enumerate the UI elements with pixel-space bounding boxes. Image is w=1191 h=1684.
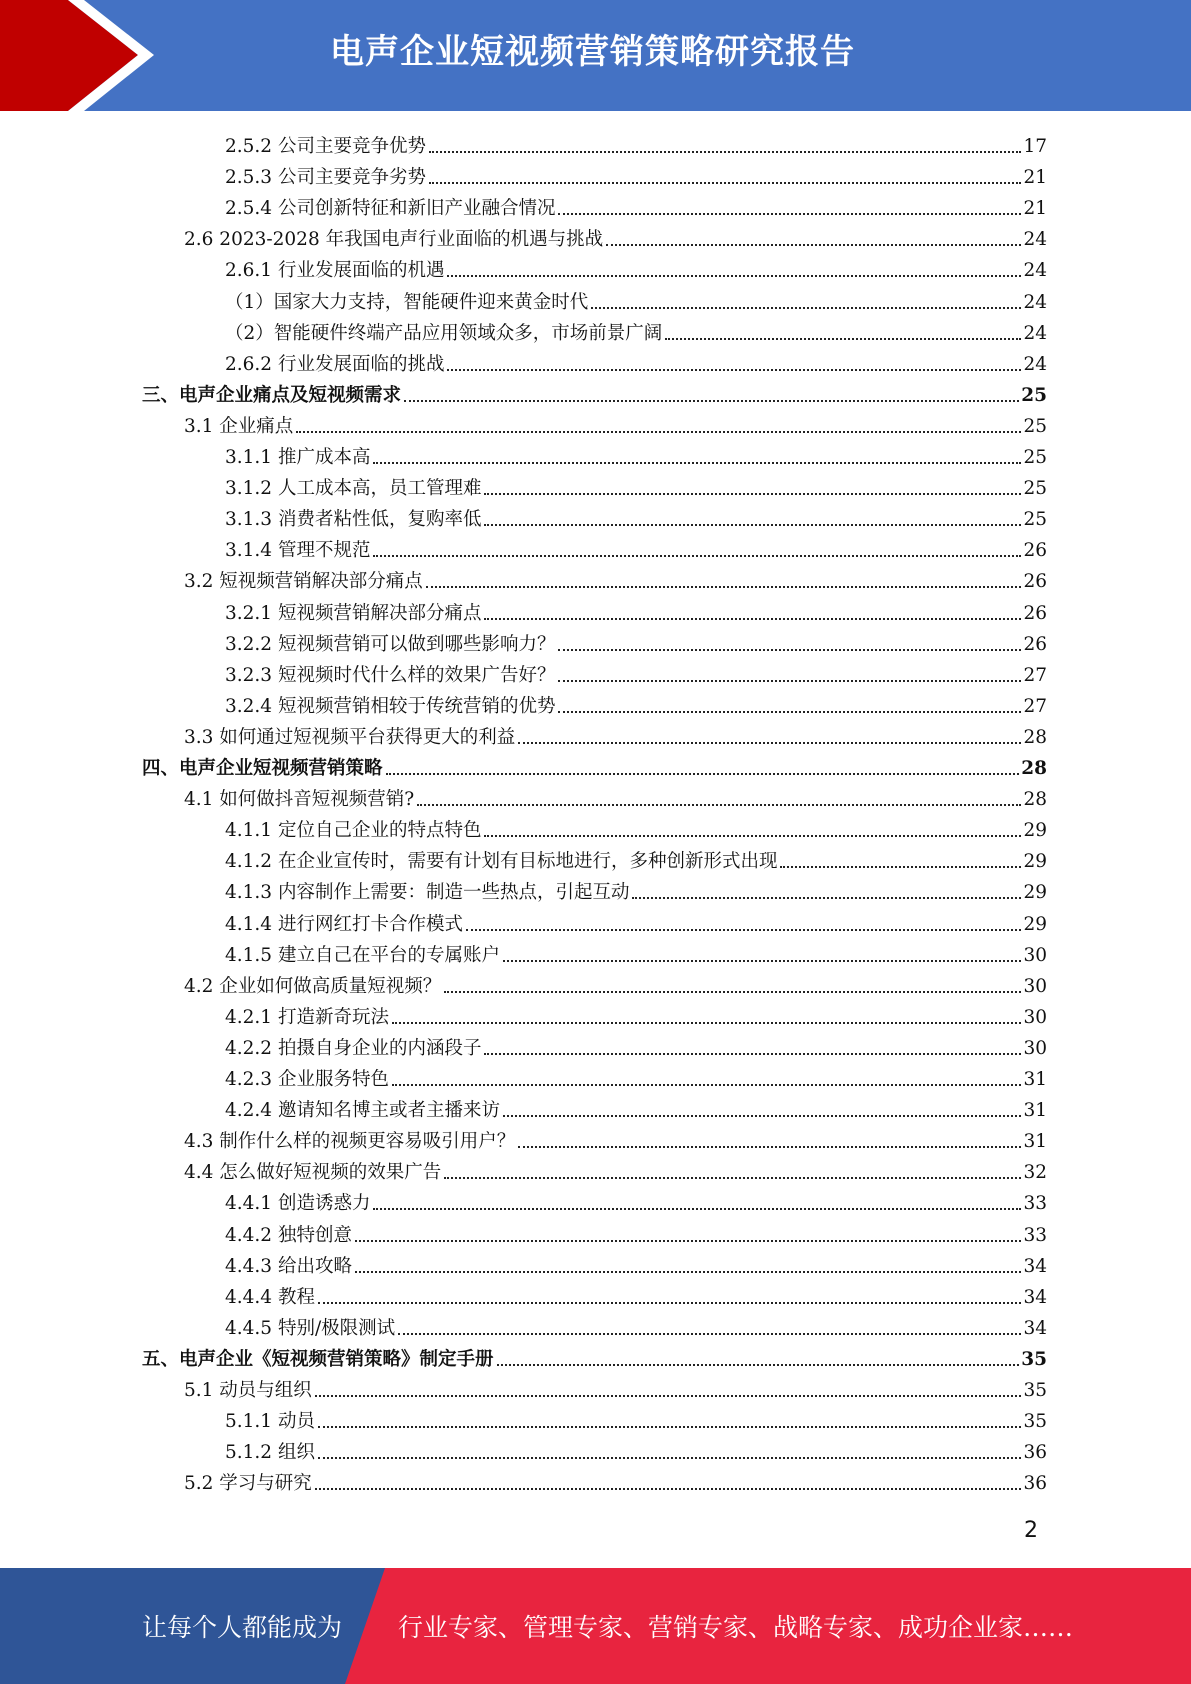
toc-entry-page: 36 (1023, 1442, 1047, 1464)
toc-dot-leader (398, 1333, 1021, 1335)
toc-entry-page: 24 (1023, 353, 1047, 375)
toc-entry-title: 5.1.2 组织 (225, 1442, 315, 1464)
toc-entry-page: 31 (1023, 1100, 1047, 1122)
toc-entry-title: 4.4.5 特别/极限测试 (225, 1317, 396, 1339)
toc-dot-leader (373, 1208, 1021, 1210)
toc-dot-leader (444, 991, 1021, 993)
toc-entry-page: 35 (1021, 1348, 1047, 1370)
toc-entry-title: （2）智能硬件终端产品应用领域众多，市场前景广阔 (225, 322, 663, 344)
toc-entry-title: 3.1.3 消费者粘性低，复购率低 (225, 509, 482, 531)
toc-entry[interactable] (225, 1403, 1047, 1434)
toc-entry-title: 3.2.1 短视频营销解决部分痛点 (225, 602, 482, 624)
toc-dot-leader (355, 1240, 1022, 1242)
toc-dot-leader (466, 929, 1021, 931)
toc-entry[interactable] (225, 439, 1047, 470)
toc-entry-title: 2.5.2 公司主要竞争优势 (225, 136, 426, 157)
toc-entry-title: 3.1.1 推广成本高 (225, 447, 371, 468)
toc-entry-page: 30 (1023, 975, 1047, 997)
toc-dot-leader (780, 866, 1021, 868)
toc-dot-leader (558, 711, 1021, 713)
toc-dot-leader (558, 649, 1021, 651)
toc-entry-title: 4.2.4 邀请知名博主或者主播来访 (225, 1100, 500, 1122)
toc-entry[interactable] (225, 159, 1047, 190)
toc-entry[interactable] (225, 906, 1047, 937)
toc-entry-page: 29 (1023, 851, 1047, 873)
toc-dot-leader (318, 1457, 1022, 1459)
toc-entry-page: 24 (1023, 260, 1047, 282)
toc-dot-leader (484, 618, 1021, 620)
toc-entry-title: 2.6 2023-2028 年我国电声行业面临的机遇与挑战 (184, 229, 604, 251)
toc-dot-leader (355, 1271, 1022, 1273)
toc-dot-leader (392, 1084, 1021, 1086)
toc-dot-leader (484, 493, 1021, 495)
toc-dot-leader (606, 244, 1021, 246)
toc-entry[interactable] (225, 657, 1047, 688)
toc-dot-leader (503, 960, 1021, 962)
toc-entry[interactable] (184, 719, 1047, 750)
toc-entry[interactable] (225, 1217, 1047, 1248)
toc-entry[interactable] (184, 968, 1047, 999)
toc-entry[interactable] (225, 128, 1047, 159)
toc-entry-title: 3.1.4 管理不规范 (225, 540, 371, 562)
toc-dot-leader (373, 555, 1021, 557)
toc-entry-page: 24 (1023, 291, 1047, 313)
toc-entry-title: 三、电声企业痛点及短视频需求 (142, 384, 402, 406)
toc-entry-title: 3.2 短视频营销解决部分痛点 (184, 571, 423, 593)
toc-entry[interactable] (225, 937, 1047, 968)
toc-dot-leader (591, 307, 1021, 309)
toc-dot-leader (447, 369, 1021, 371)
toc-entry-page: 28 (1023, 726, 1047, 748)
toc-dot-leader (503, 1115, 1021, 1117)
header-arrow-decoration (0, 0, 160, 111)
toc-entry-page: 29 (1023, 820, 1047, 842)
toc-entry[interactable] (225, 532, 1047, 563)
toc-entry[interactable] (184, 1372, 1047, 1403)
toc-entry-title: 5.1.1 动员 (225, 1411, 315, 1433)
toc-dot-leader (373, 462, 1021, 464)
toc-entry[interactable] (225, 1310, 1047, 1341)
toc-dot-leader (558, 213, 1021, 215)
toc-entry[interactable] (225, 999, 1047, 1030)
toc-entry[interactable] (225, 688, 1047, 719)
toc-entry-page: 28 (1021, 758, 1047, 779)
toc-entry[interactable] (184, 781, 1047, 812)
toc-dot-leader (558, 680, 1021, 682)
toc-entry-title: 4.4.1 创造诱惑力 (225, 1193, 371, 1215)
toc-entry[interactable] (225, 1185, 1047, 1216)
toc-entry-title: 4.1.3 内容制作上需要：制造一些热点，引起互动 (225, 882, 630, 904)
toc-entry-title: 4.1.2 在企业宣传时，需要有计划有目标地进行，多种创新形式出现 (225, 851, 778, 873)
toc-dot-leader (318, 1426, 1022, 1428)
toc-entry[interactable] (225, 1092, 1047, 1123)
toc-entry-title: 4.2.1 打造新奇玩法 (225, 1006, 389, 1028)
toc-entry-page: 21 (1023, 198, 1047, 220)
toc-entry-page: 27 (1023, 695, 1047, 717)
toc-entry[interactable] (184, 408, 1047, 439)
toc-entry-page: 34 (1023, 1255, 1047, 1277)
toc-entry[interactable] (225, 1434, 1047, 1465)
toc-dot-leader (444, 1177, 1021, 1179)
toc-entry[interactable] (225, 874, 1047, 905)
toc-entry[interactable] (225, 626, 1047, 657)
toc-dot-leader (484, 835, 1021, 837)
toc-dot-leader (632, 897, 1021, 899)
toc-entry-title: 4.2.2 拍摄自身企业的内涵段子 (225, 1037, 482, 1059)
document-title: 电声企业短视频营销策略研究报告 (330, 32, 855, 72)
toc-entry[interactable] (225, 1248, 1047, 1279)
page-header (0, 0, 1191, 111)
toc-entry-title: 4.1.5 建立自己在平台的专属账户 (225, 944, 500, 966)
toc-entry-page: 33 (1023, 1193, 1047, 1215)
footer-slogan-lead: 让每个人都能成为 (142, 1613, 343, 1642)
toc-dot-leader (429, 182, 1021, 184)
toc-entry-page: 28 (1023, 789, 1047, 811)
toc-entry[interactable] (225, 190, 1047, 221)
toc-entry-title: 3.3 如何通过短视频平台获得更大的利益 (184, 726, 516, 748)
toc-entry-page: 24 (1023, 322, 1047, 344)
toc-entry[interactable] (184, 1465, 1047, 1496)
toc-entry-title: 4.1 如何做抖音短视频营销? (184, 789, 415, 811)
page-footer (0, 1568, 1191, 1684)
toc-entry-page: 32 (1023, 1162, 1047, 1184)
toc-dot-leader (518, 1146, 1021, 1148)
toc-entry[interactable] (184, 1123, 1047, 1154)
toc-entry[interactable] (225, 812, 1047, 843)
toc-entry-title: 2.6.2 行业发展面临的挑战 (225, 353, 445, 375)
toc-entry-page: 25 (1023, 509, 1047, 531)
toc-entry-page: 30 (1023, 1006, 1047, 1028)
page-number: 2 (1024, 1518, 1038, 1543)
toc-entry-title: 3.1.2 人工成本高，员工管理难 (225, 478, 482, 500)
toc-entry[interactable] (142, 1341, 1047, 1372)
toc-dot-leader (665, 338, 1021, 340)
toc-entry[interactable] (225, 1279, 1047, 1310)
toc-entry-page: 34 (1023, 1317, 1047, 1339)
toc-entry[interactable] (142, 750, 1047, 781)
toc-dot-leader (386, 773, 1020, 775)
toc-entry-page: 26 (1023, 540, 1047, 562)
toc-entry-title: （1）国家大力支持，智能硬件迎来黄金时代 (225, 291, 589, 313)
toc-entry-page: 31 (1023, 1131, 1047, 1153)
toc-entry-title: 2.5.4 公司创新特征和新旧产业融合情况 (225, 198, 556, 220)
toc-entry-page: 31 (1023, 1069, 1047, 1090)
toc-entry-title: 5.2 学习与研究 (184, 1473, 312, 1495)
toc-entry-page: 25 (1023, 478, 1047, 500)
toc-entry-page: 30 (1023, 1037, 1047, 1059)
toc-entry-title: 4.1.4 进行网红打卡合作模式 (225, 913, 463, 935)
toc-entry-page: 35 (1023, 1380, 1047, 1401)
toc-entry[interactable] (225, 1030, 1047, 1061)
toc-dot-leader (497, 1364, 1020, 1366)
toc-entry-title: 2.5.3 公司主要竞争劣势 (225, 167, 426, 189)
toc-entry-page: 29 (1023, 913, 1047, 935)
toc-entry[interactable] (225, 252, 1047, 283)
toc-entry-page: 26 (1023, 602, 1047, 624)
toc-dot-leader (315, 1488, 1022, 1490)
toc-entry[interactable] (225, 843, 1047, 874)
toc-entry-title: 四、电声企业短视频营销策略 (142, 758, 383, 779)
toc-dot-leader (392, 1022, 1021, 1024)
toc-dot-leader (518, 742, 1021, 744)
toc-dot-leader (404, 400, 1019, 402)
toc-entry[interactable] (225, 595, 1047, 626)
toc-entry[interactable] (184, 1154, 1047, 1185)
toc-dot-leader (484, 524, 1021, 526)
toc-entry-title: 3.2.3 短视频时代什么样的效果广告好？ (225, 664, 556, 686)
toc-entry-title: 4.2.3 企业服务特色 (225, 1069, 389, 1090)
toc-entry-title: 4.4.4 教程 (225, 1286, 315, 1308)
toc-entry[interactable] (225, 501, 1047, 532)
toc-entry[interactable] (142, 377, 1047, 408)
toc-dot-leader (426, 586, 1022, 588)
toc-entry[interactable] (184, 563, 1047, 594)
footer-slogan-roles: 行业专家、管理专家、营销专家、战略专家、成功企业家…… (398, 1613, 1074, 1642)
toc-entry-page: 34 (1023, 1286, 1047, 1308)
toc-entry[interactable] (225, 1061, 1047, 1092)
toc-entry-title: 5.1 动员与组织 (184, 1380, 312, 1401)
toc-entry-page: 36 (1023, 1473, 1047, 1495)
toc-entry-page: 21 (1023, 167, 1047, 189)
toc-entry-title: 3.2.4 短视频营销相较于传统营销的优势 (225, 695, 556, 717)
toc-entry[interactable] (225, 284, 1047, 315)
toc-dot-leader (315, 1395, 1022, 1397)
toc-entry-title: 4.1.1 定位自己企业的特点特色 (225, 820, 482, 842)
toc-entry-page: 35 (1023, 1411, 1047, 1433)
toc-entry-title: 4.4.3 给出攻略 (225, 1255, 352, 1277)
toc-entry[interactable] (225, 346, 1047, 377)
toc-dot-leader (484, 1053, 1021, 1055)
toc-entry-page: 24 (1023, 229, 1047, 251)
toc-entry-page: 25 (1023, 447, 1047, 468)
toc-dot-leader (429, 151, 1021, 153)
toc-entry[interactable] (225, 315, 1047, 346)
toc-entry-page: 17 (1023, 136, 1047, 157)
toc-entry-page: 30 (1023, 944, 1047, 966)
toc-entry-page: 26 (1023, 633, 1047, 655)
toc-entry-page: 25 (1021, 384, 1047, 406)
toc-entry-title: 4.4.2 独特创意 (225, 1224, 352, 1246)
toc-entry-title: 2.6.1 行业发展面临的机遇 (225, 260, 445, 282)
toc-entry-page: 26 (1023, 571, 1047, 593)
toc-entry-page: 27 (1023, 664, 1047, 686)
toc-entry[interactable] (225, 470, 1047, 501)
toc-entry-page: 33 (1023, 1224, 1047, 1246)
toc-dot-leader (447, 275, 1021, 277)
toc-entry-title: 3.2.2 短视频营销可以做到哪些影响力？ (225, 633, 556, 655)
toc-entry-title: 五、电声企业《短视频营销策略》制定手册 (142, 1348, 494, 1370)
toc-entry-page: 25 (1023, 415, 1047, 437)
toc-entry-title: 4.4 怎么做好短视频的效果广告 (184, 1162, 442, 1184)
toc-entry-title: 4.2 企业如何做高质量短视频？ (184, 975, 442, 997)
toc-dot-leader (417, 804, 1021, 806)
toc-entry-page: 29 (1023, 882, 1047, 904)
toc-entry[interactable] (184, 221, 1047, 252)
toc-entry-title: 3.1 企业痛点 (184, 415, 294, 437)
toc-dot-leader (296, 431, 1021, 433)
toc-entry-title: 4.3 制作什么样的视频更容易吸引用户？ (184, 1131, 516, 1153)
toc-dot-leader (318, 1302, 1022, 1304)
